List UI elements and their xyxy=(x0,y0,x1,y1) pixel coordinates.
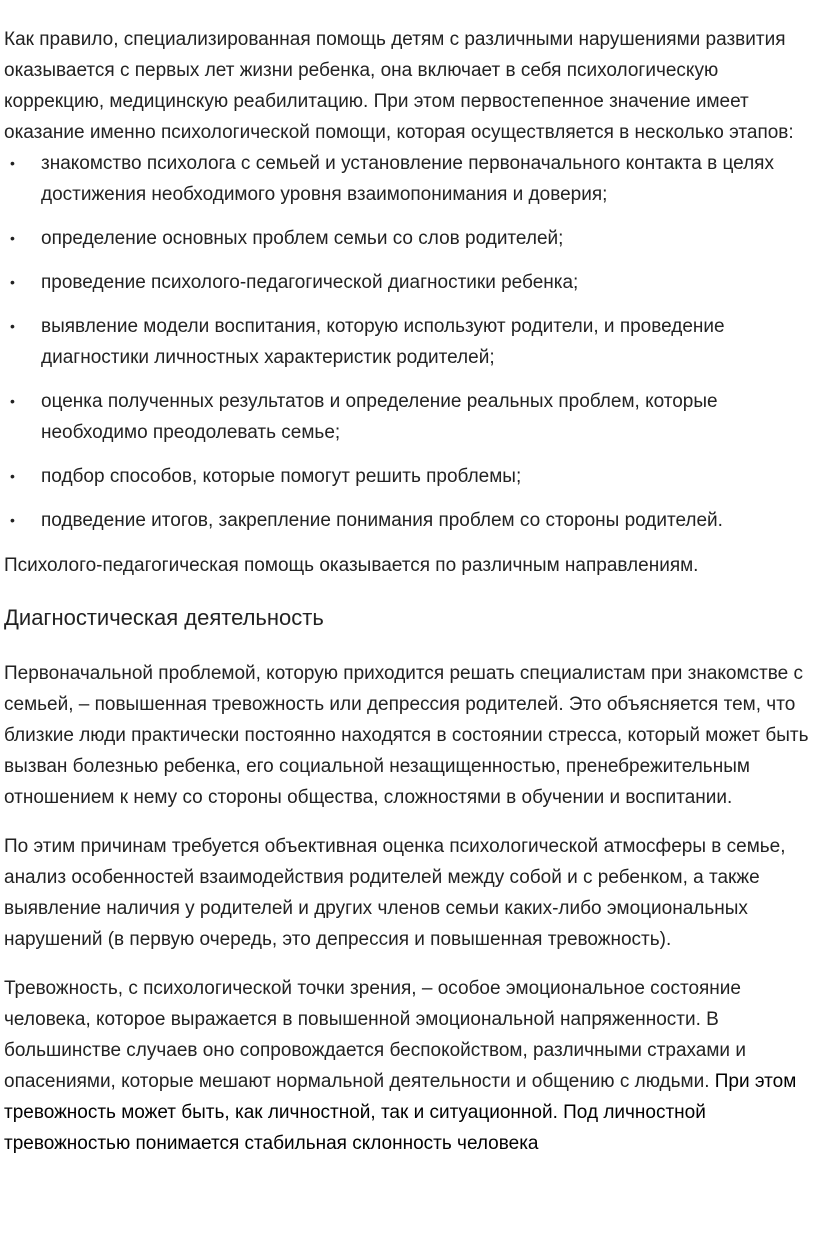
bullet-icon: • xyxy=(10,468,15,484)
list-item xyxy=(4,267,814,298)
list-item xyxy=(4,223,814,254)
paragraph-text-continued: При этом тревожность может быть, как личностной, так и ситуационной. Под личностной тревожностью понимается стабильная склонность человека xyxy=(4,1071,797,1154)
list-item-text: знакомство психолога с семьей и установление первоначального контакта в целях достижения необходимого уровня взаимопонимания и доверия; xyxy=(41,153,774,205)
list-item xyxy=(4,148,814,210)
list-item-text: подбор способов, которые помогут решить проблемы; xyxy=(41,466,522,487)
bullet-icon: • xyxy=(10,393,15,409)
steps-list xyxy=(4,148,814,536)
list-item-text: подведение итогов, закрепление понимания проблем со стороны родителей. xyxy=(41,510,723,531)
paragraph-text: Тревожность, с психологической точки зрения, – особое эмоциональное состояние человека, которое выражается в повышенной эмоциональной напряженности. В большинстве случаев оно сопровождается беспокойством, различными страхами и опасениями, которые мешают нормальной деятельности и общению с людьми. xyxy=(4,978,746,1092)
bullet-icon: • xyxy=(10,318,15,334)
list-item-text: выявление модели воспитания, которую используют родители, и проведение диагностики личностных характеристик родителей; xyxy=(41,316,725,368)
list-item xyxy=(4,386,814,448)
list-item xyxy=(4,311,814,373)
bullet-icon: • xyxy=(10,155,15,171)
list-item xyxy=(4,505,814,536)
list-item-text: проведение психолого-педагогической диагностики ребенка; xyxy=(41,272,579,293)
body-paragraph: По этим причинам требуется объективная оценка психологической атмосферы в семье, анализ особенностей взаимодействия родителей между собой и с ребенком, а также выявление наличия у родителей и других членов семьи каких-либо эмоциональных нарушений (в первую очередь, это депрессия и повышенная тревожность). xyxy=(4,836,786,950)
list-item-text: определение основных проблем семьи со слов родителей; xyxy=(41,228,564,249)
summary-paragraph: Психолого-педагогическая помощь оказывается по различным направлениям. xyxy=(4,555,699,576)
article-body xyxy=(4,24,814,1159)
bullet-icon: • xyxy=(10,230,15,246)
list-item-text: оценка полученных результатов и определение реальных проблем, которые необходимо преодолевать семье; xyxy=(41,391,718,443)
section-heading: Диагностическая деятельность xyxy=(4,605,324,630)
body-paragraph xyxy=(4,973,814,1159)
intro-paragraph: Как правило, специализированная помощь детям с различными нарушениями развития оказывается с первых лет жизни ребенка, она включает в себя психологическую коррекцию, медицинскую реабилитацию. При этом первостепенное значение имеет оказание именно психологической помощи, которая осуществляется в несколько этапов: xyxy=(4,29,794,143)
bullet-icon: • xyxy=(10,512,15,528)
list-item xyxy=(4,461,814,492)
body-paragraph: Первоначальной проблемой, которую приходится решать специалистам при знакомстве с семьей, – повышенная тревожность или депрессия родителей. Это объясняется тем, что близкие люди практически постоянно находятся в состоянии стресса, который может быть вызван болезнью ребенка, его социальной незащищенностью, пренебрежительным отношением к нему со стороны общества, сложностями в обучении и воспитании. xyxy=(4,663,809,808)
bullet-icon: • xyxy=(10,274,15,290)
